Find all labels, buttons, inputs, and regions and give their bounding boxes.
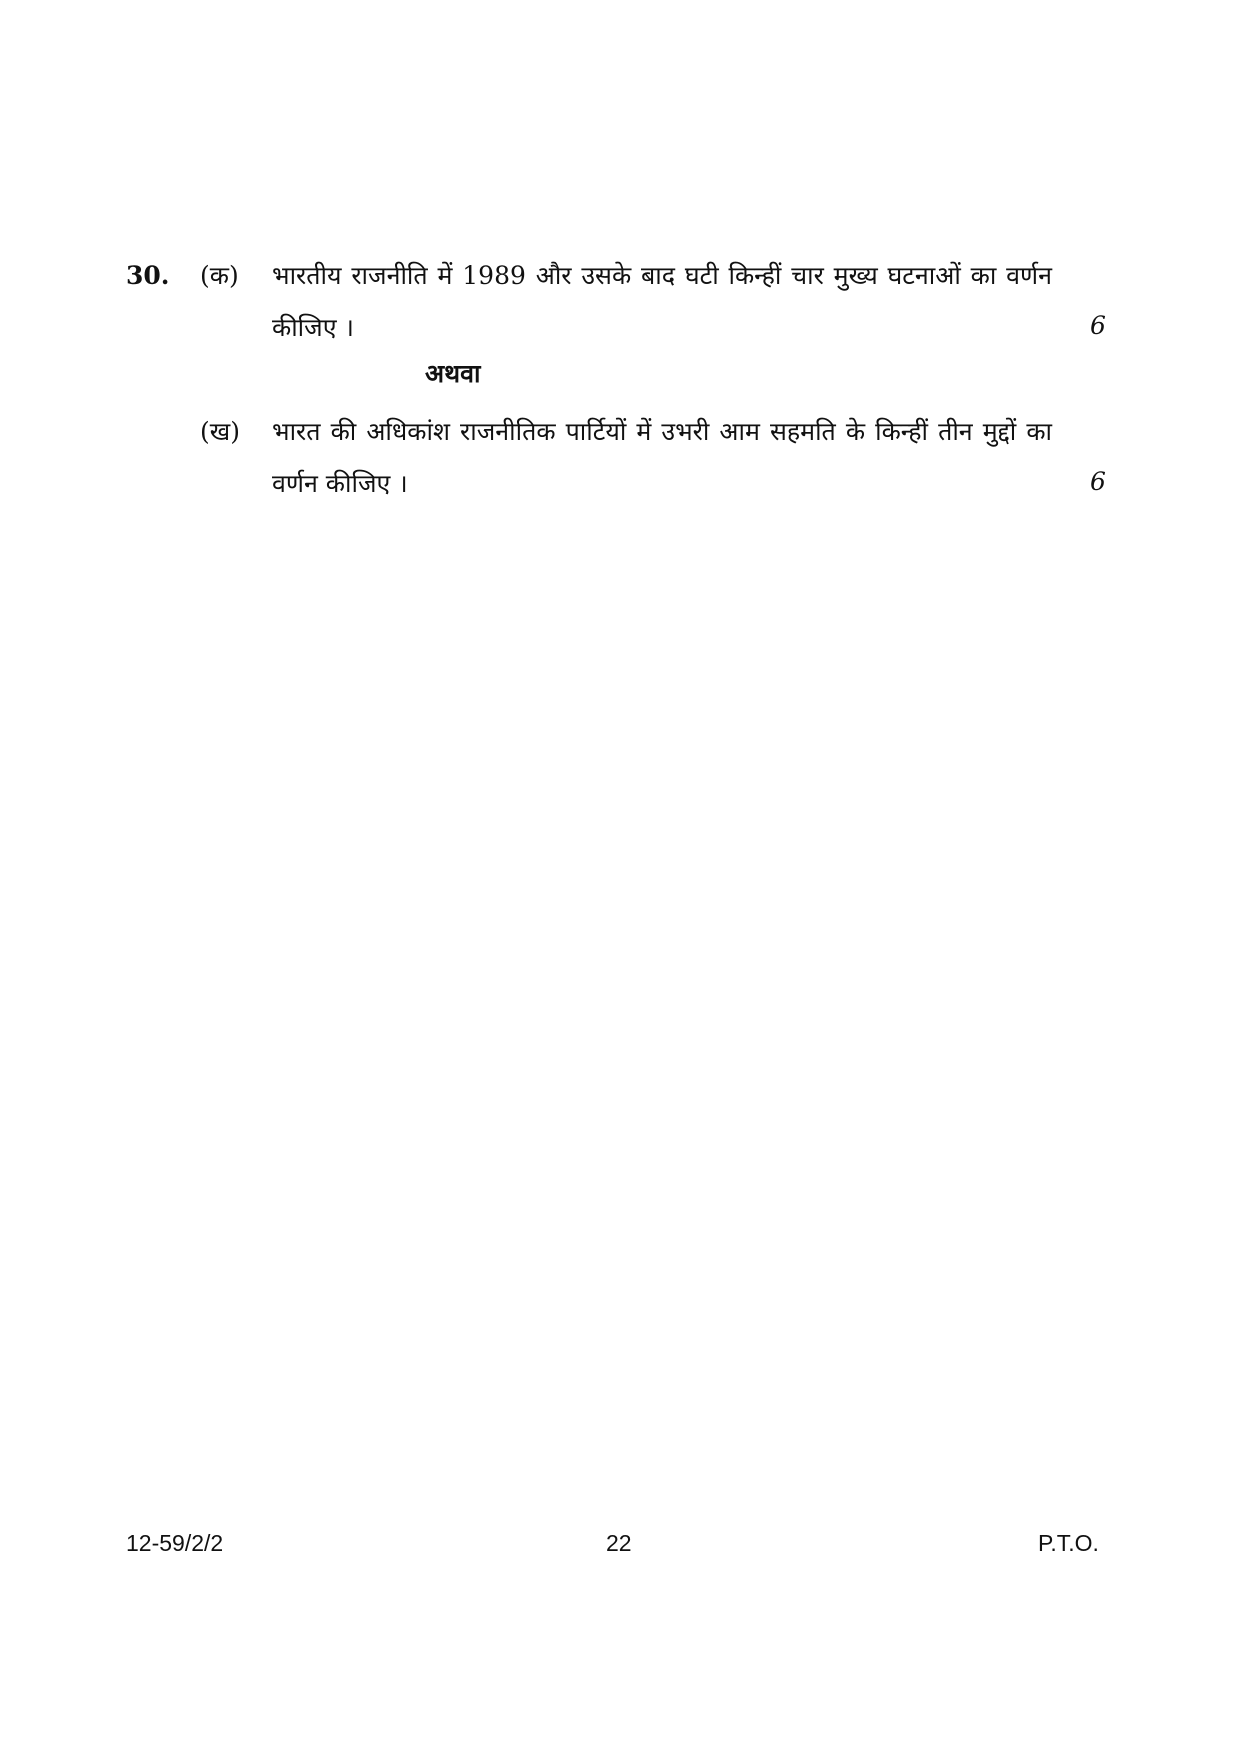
part-b-text: भारत की अधिकांश राजनीतिक पार्टियों में उभरी आम सहमति के किन्हीं तीन मुद्दों का वर्णन कीजिए । [272,417,1052,498]
paper-code: 12-59/2/2 [126,1530,224,1556]
part-b-label: (ख) [200,417,240,446]
question-number: 30. [126,261,170,290]
pto-label: P.T.O. [1038,1530,1099,1556]
part-a-text: भारतीय राजनीति में 1989 और उसके बाद घटी किन्हीं चार मुख्य घटनाओं का वर्णन कीजिए । [272,261,1052,342]
or-separator: अथवा [425,359,481,388]
part-a-label: (क) [200,261,239,290]
part-a-marks: 6 [1090,311,1106,340]
part-b-marks: 6 [1090,467,1106,496]
page-number: 22 [606,1530,632,1556]
